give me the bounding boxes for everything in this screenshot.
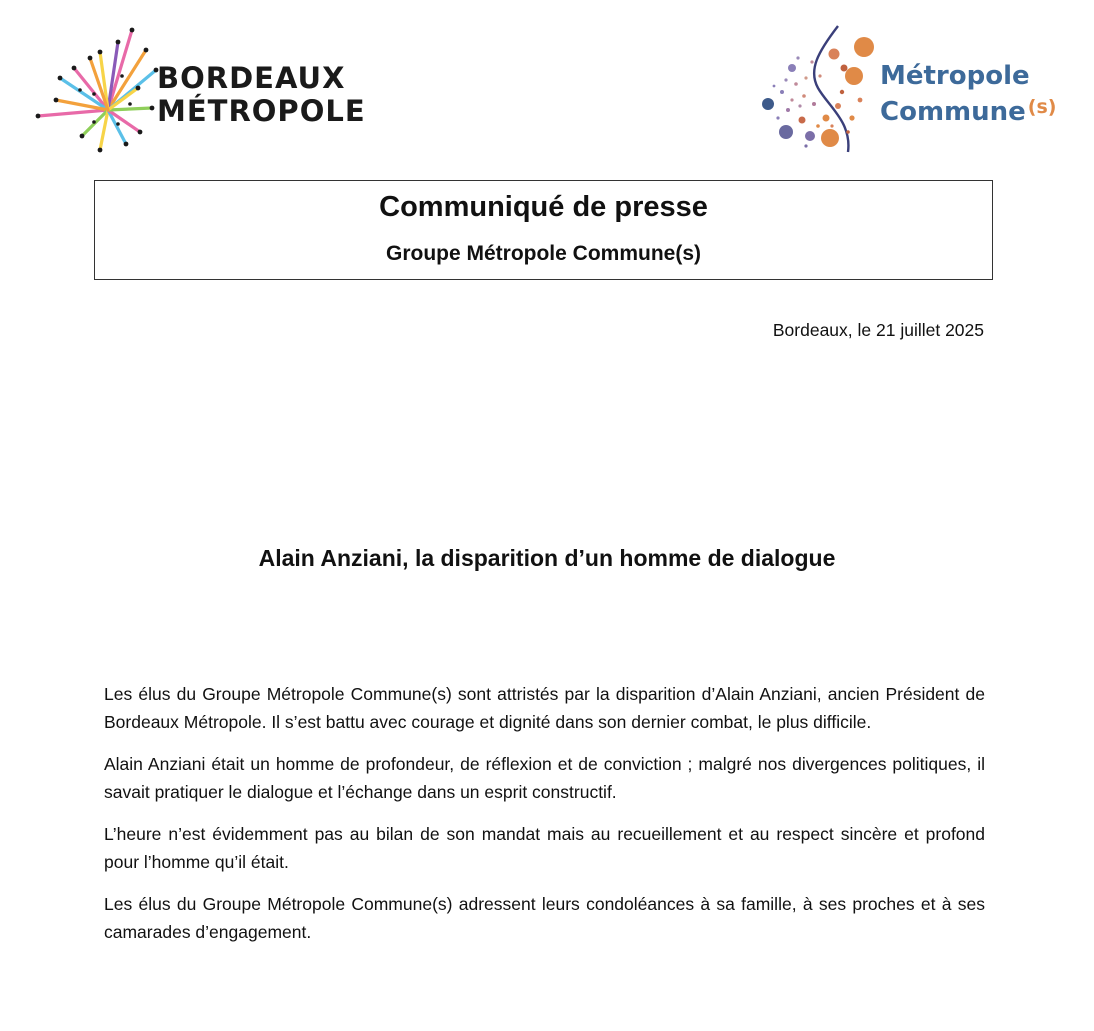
paragraph: Les élus du Groupe Métropole Commune(s) adressent leurs condoléances à sa famille, à ses proches et à ses camarades d’engagement. (104, 894, 985, 942)
logo-line-1: Métropole (880, 61, 1030, 91)
dots-cluster-icon (756, 22, 876, 157)
metropole-communes-wordmark (880, 61, 1056, 128)
group-subtitle: Groupe Métropole Commune(s) (385, 242, 701, 265)
bordeaux-metropole-logo (34, 24, 366, 154)
logo-line-1: BORDEAUX (157, 61, 346, 95)
logo-suffix: (s) (1027, 96, 1057, 118)
logo-line-2: MÉTROPOLE (157, 94, 366, 128)
page-title: Communiqué de presse (379, 191, 708, 223)
body-text (104, 680, 985, 960)
paragraph: L’heure n’est évidemment pas au bilan de son mandat mais au recueillement et au respect sincère et profond pour l’homme qu’il était. (104, 824, 985, 872)
paragraph: Alain Anziani était un homme de profondeur, de réflexion et de conviction ; malgré nos divergences politiques, il savait pratiquer le dialogue et l’échange dans un esprit constructif. (104, 754, 985, 802)
headline: Alain Anziani, la disparition d’un homme de dialogue (258, 545, 836, 571)
paragraph: Les élus du Groupe Métropole Commune(s) sont attristés par la disparition d’Alain Anziani, ancien Président de Bordeaux Métropole. Il s’est battu avec courage et dignité dans son dernier combat, le plus difficile. (104, 684, 985, 732)
logo-line-2-main: Commune (880, 97, 1026, 127)
starburst-icon (34, 24, 159, 154)
metropole-communes-logo (756, 22, 1086, 157)
bordeaux-metropole-wordmark (157, 62, 366, 128)
logo-line-2 (880, 92, 1056, 128)
date-line: Bordeaux, le 21 juillet 2025 (772, 320, 984, 340)
press-release-header (94, 180, 993, 280)
